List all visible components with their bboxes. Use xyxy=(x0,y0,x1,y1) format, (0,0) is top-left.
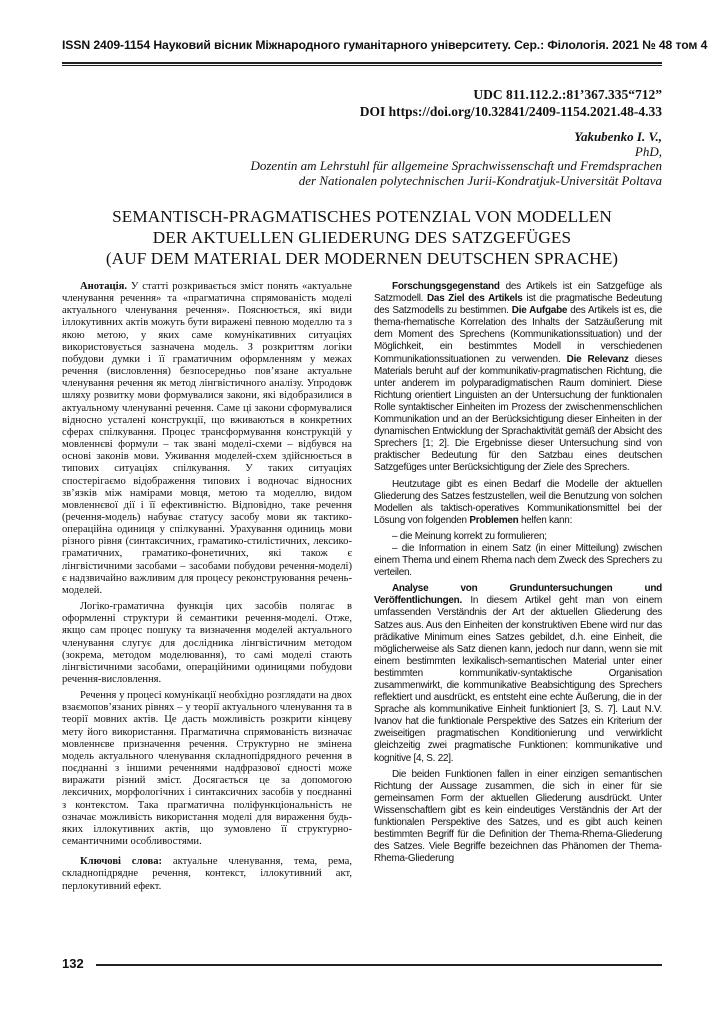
problems-text-b: helfen kann: xyxy=(520,514,573,526)
problems-paragraph xyxy=(374,479,662,527)
intro-paragraph xyxy=(374,281,662,475)
abstract-paragraph-2: Логіко-граматична функція цих засобів полягає в оформленні структури й семантики речення-моделі. Отже, якщо сам процес пошуку та визначення моделей актуального членування слугує для дослідника лінгвістичним методом (зокрема, методом моделювання), то самі моделі стають лінгвістичними засобами, операційними одиницями побудови речення-висловлення. xyxy=(62,601,352,685)
header-rule-thin xyxy=(62,65,662,66)
abstract-text: У статті розкривається зміст понять «актуальне членування речення» та «прагматична спрямованість моделі актуального членування речення». Пояснюється, які види іллокутивних актів можуть бути виражені певною моделлю та з якою метою, у яких саме комунікативних ситуаціях використовується зазначена модель. З розкриттям логіки побудови думки і її граматичним оформленням у межах речення (висловлення) безпосередньо пов’язане актуальне членування речення як метод лінгвістичного аналізу. Упродовж шляху розвитку мови формувалися закони, які відобразилися в актуальному членуванні речення. Саме ці закони сформувалися відносно усталені конструкції, що вживаються в конкретних сферах спілкування. Процес трансформування конструкцій у мовленнєві формули – так звані моделі-схеми – відбувся на основі законів мови. Уживання моделей-схем здійснюється в типових ситуаціях спілкування. У таких ситуаціях спостерігаємо відображення типових і водночас відносних зв’язків між намірами мовця, метою та моделлю, видом мовленнєвої дії і її ефективністю. Відповідно, таке речення (речення-модель) набуває статусу засобу мови як тактико-операційна одиниця у спілкуванні. Урахування одиниць мови різного рівня (синтаксичних, граматико-стилістичних, лексико-граматичних, граматико-фонетичних, які також є лінгвістичними засобами – засобами побудови речення-моделі) є надзвичайно важливим для процесу реконструювання речень-моделей. xyxy=(62,281,352,596)
analysis-label: Analyse von Grunduntersuchungen und Veröffentlichungen. xyxy=(374,583,662,607)
abstract-paragraph xyxy=(62,281,352,597)
author-position-1: Dozentin am Lehrstuhl für allgemeine Sprachwissenschaft und Fremdsprachen xyxy=(250,158,662,173)
running-header: ISSN 2409-1154 Науковий вісник Міжнародного гуманітарного університету. Сер.: Філологія. 2021 № 48 том 4 xyxy=(62,38,708,52)
abstract-label: Анотація. xyxy=(80,281,127,292)
title-line-1: SEMANTISCH-PRAGMATISCHES POTENZIAL VON MODELLEN xyxy=(112,207,612,226)
article-identifiers xyxy=(360,86,662,120)
problems-text-a: Heutzutage gibt es einen Bedarf die Modelle der aktuellen Gliederung des Satzes festzustellen, weil die Benutzung von solchen Modellen als taktisch-operatives Kommunikationsmittel bei der Lösung von folgenden xyxy=(374,478,662,526)
title-line-3: (AUF DEM MATERIAL DER MODERNEN DEUTSCHEN SPRACHE) xyxy=(105,249,619,268)
relevance-label: Die Relevanz xyxy=(566,353,629,365)
doi: DOI https://doi.org/10.32841/2409-1154.2021.48-4.33 xyxy=(359,104,662,119)
author-name: Yakubenko I. V., xyxy=(574,129,662,144)
keywords xyxy=(62,856,352,892)
abstract-paragraph-3: Речення у процесі комунікації необхідно розглядати на двох взаємопов’язаних рівнях – у теорії актуального членування та в теорії мовних актів. Це дасть можливість розкрити кінцеву мету його використання. Прагматична спрямованість визначає мовленнєве призначення речення. Структурно не змінена модель актуального членування складнопідрядного речення в поєднанні з іншими реченнями надфразової єдності може виражати різний зміст. Досягається це за допомогою лексичних, морфологічних і синтаксичних засобів у поєднанні з контекстом. Така прагматична поліфункціональність не означає можливість використання моделі для вираження будь-яких іллокутивних актів, що зумовлено її структурно-семантичними особливостями. xyxy=(62,690,352,848)
article-title xyxy=(62,206,662,269)
intro-text-b: ist die pragmatische Bedeutung des Satzmodells zu bestimmen. xyxy=(374,293,663,317)
intro-text-d: dieses Materials beruht auf der kommunikativ-pragmatischen Richtung, die unter anderem im polyparadigmatischen Raum dominiert. Diese Richtung orientiert Linguisten an der Untersuchung der funktionalen Rolle syntaktischer Einheiten im Prozess der zwischenmenschlichen Kommunikation und an der Berücksichtigung dieser Einheiten in der dynamischen Entwicklung der Sprachaktivität gemäß der Absicht des Sprechers [1; 2]. Die Ergebnisse dieser Untersuchung sind von praktischer Bedeutung für den Satzbau eines deutschen Satzgefüges unter Berücksichtigung der Ziele des Sprechers. xyxy=(374,353,663,474)
intro-text-c: des Artikels ist es, die thema-rhematische Korrelation des Inhalts der Satzäußerung mit dem Moment des Sprechens (Kommunikationssituation) und der Möglichkeit, ein bestimmtes Modell in verschiedenen Kommunikationssituationen zu verwenden. xyxy=(374,305,662,365)
problems-list xyxy=(374,531,662,579)
analysis-paragraph xyxy=(374,583,662,764)
author-position-2: der Nationalen polytechnischen Jurii-Kondratjuk-Universität Poltava xyxy=(298,172,662,188)
list-item: – die Information in einem Satz (in einer Mitteilung) zwischen einem Thema und einem Rhema nach dem Zweck des Sprechers zu verteilen. xyxy=(374,542,662,579)
intro-text-a: des Artikels ist ein Satzgefüge als Satzmodell. xyxy=(374,281,662,305)
footer-rule xyxy=(96,964,662,966)
header-rule xyxy=(62,62,662,64)
keywords-label: Ключові слова: xyxy=(80,856,163,868)
analysis-text: In diesem Artikel geht man von einem umfassenden Verständnis der Art der aktuellen Gliederung des Satzes aus. Aus den Einheiten der konstruktiven Ebene wird nur das prädikative Minimum eines Satzes gebildet, d.h. eine Einheit, die möglicherweise als Satz dienen kann, jedoch nur dann, wenn sie mit einem bestimmten lexikalisch-semantischen Material unter einer bestimmten kommunikativ-syntaktische Organisation zusammenwirkt, die kommunikative Beabsichtigung des Sprechers reflektiert und ausdrückt, es entsteht eine echte Äußerung, die in der Sprache als kommunikative Einheit funktioniert [3, S. 7]. Laut N.V. Ivanov hat die funktionale Perspektive des Satzes ein Kriterium der zweiseitigen pragmatischen Konditionierung und verwirklicht gleichzeitig zwei pragmatische Funktionen: kommunikative und kognitive [4, S. 22]. xyxy=(374,595,662,764)
list-item: – die Meinung korrekt zu formulieren; xyxy=(392,530,547,542)
keywords-text: актуальне членування, тема, рема, складнопідрядне речення, контекст, іллокутивний акт, перлокутивний ефект. xyxy=(62,856,352,892)
abstract-column xyxy=(62,281,352,897)
udc-code: UDC 811.112.2.:81’367.335“712” xyxy=(473,87,662,102)
task-label: Die Aufgabe xyxy=(511,305,568,317)
goal-label: Das Ziel des Artikels xyxy=(427,293,523,305)
title-line-2: DER AKTUELLEN GLIEDERUNG DES SATZGEFÜGES xyxy=(152,228,572,247)
research-subject-label: Forschungsgegenstand xyxy=(392,281,500,292)
problems-label: Problemen xyxy=(469,514,519,526)
author-block xyxy=(250,130,662,188)
author-degree: PhD, xyxy=(634,143,662,159)
page-number: 132 xyxy=(62,956,84,971)
functions-paragraph: Die beiden Funktionen fallen in einer einzigen semantischen Richtung der Aussage zusammen, die sich in einer für sie gemeinsamen Form der aktuellen Gliederung ausdrückt. Unter Wissenschaftlern gibt es kein eindeutiges Verständnis der Art der funktionalen Perspektive des Satzes, und es gibt auch keinen bestimmten Begriff für die Definition der Thema-Rhema-Gliederung des Satzes. Viele Begriffe bezeichnen das Phänomen der Thema-Rhema-Gliederung xyxy=(374,768,662,865)
body-column xyxy=(374,281,662,869)
